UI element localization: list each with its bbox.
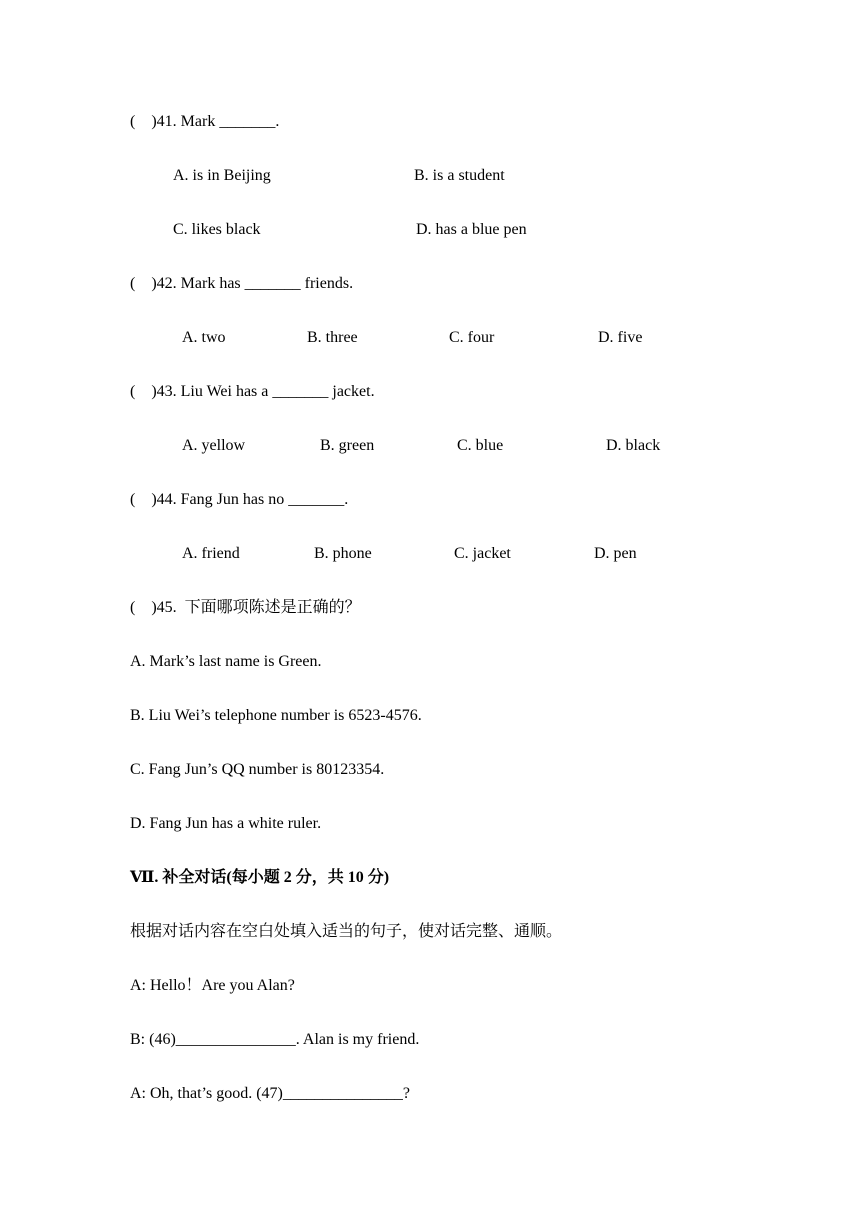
question-44-option-c: C. jacket [454,545,511,562]
question-43-option-b: B. green [320,437,375,454]
question-41-option-d: D. has a blue pen [416,221,527,238]
question-45-option-b: B. Liu Wei’s telephone number is 6523-4576. [130,707,422,724]
question-43-option-d: D. black [606,437,661,454]
question-41-stem: ( )41. Mark _______. [130,113,280,130]
question-44-option-b: B. phone [314,545,372,562]
dialogue-line-2: B: (46)_______________. Alan is my friend. [130,1031,420,1048]
question-45-option-c: C. Fang Jun’s QQ number is 80123354. [130,761,385,778]
question-43-option-c: C. blue [457,437,504,454]
question-42-option-b: B. three [307,329,358,346]
question-42-option-d: D. five [598,329,643,346]
dialogue-line-1: A: Hello！Are you Alan? [130,977,295,994]
question-44-option-d: D. pen [594,545,637,562]
question-42-option-c: C. four [449,329,495,346]
question-45-option-d: D. Fang Jun has a white ruler. [130,815,322,832]
question-45-stem: ( )45. 下面哪项陈述是正确的？ [130,599,361,616]
section-7-instruction: 根据对话内容在空白处填入适当的句子，使对话完整、通顺。 [130,923,563,940]
question-43-stem: ( )43. Liu Wei has a _______ jacket. [130,383,375,400]
question-41-option-c: C. likes black [173,221,261,238]
dialogue-line-3: A: Oh, that’s good. (47)_______________? [130,1085,410,1102]
question-42-option-a: A. two [182,329,226,346]
question-45-option-a: A. Mark’s last name is Green. [130,653,322,670]
question-44-option-a: A. friend [182,545,240,562]
question-43-option-a: A. yellow [182,437,246,454]
question-44-stem: ( )44. Fang Jun has no _______. [130,491,349,508]
section-7-heading: Ⅶ. 补全对话(每小题 2 分，共 10 分) [130,869,390,886]
question-41-option-b: B. is a student [414,167,505,184]
question-41-option-a: A. is in Beijing [173,167,271,184]
question-42-stem: ( )42. Mark has _______ friends. [130,275,354,292]
